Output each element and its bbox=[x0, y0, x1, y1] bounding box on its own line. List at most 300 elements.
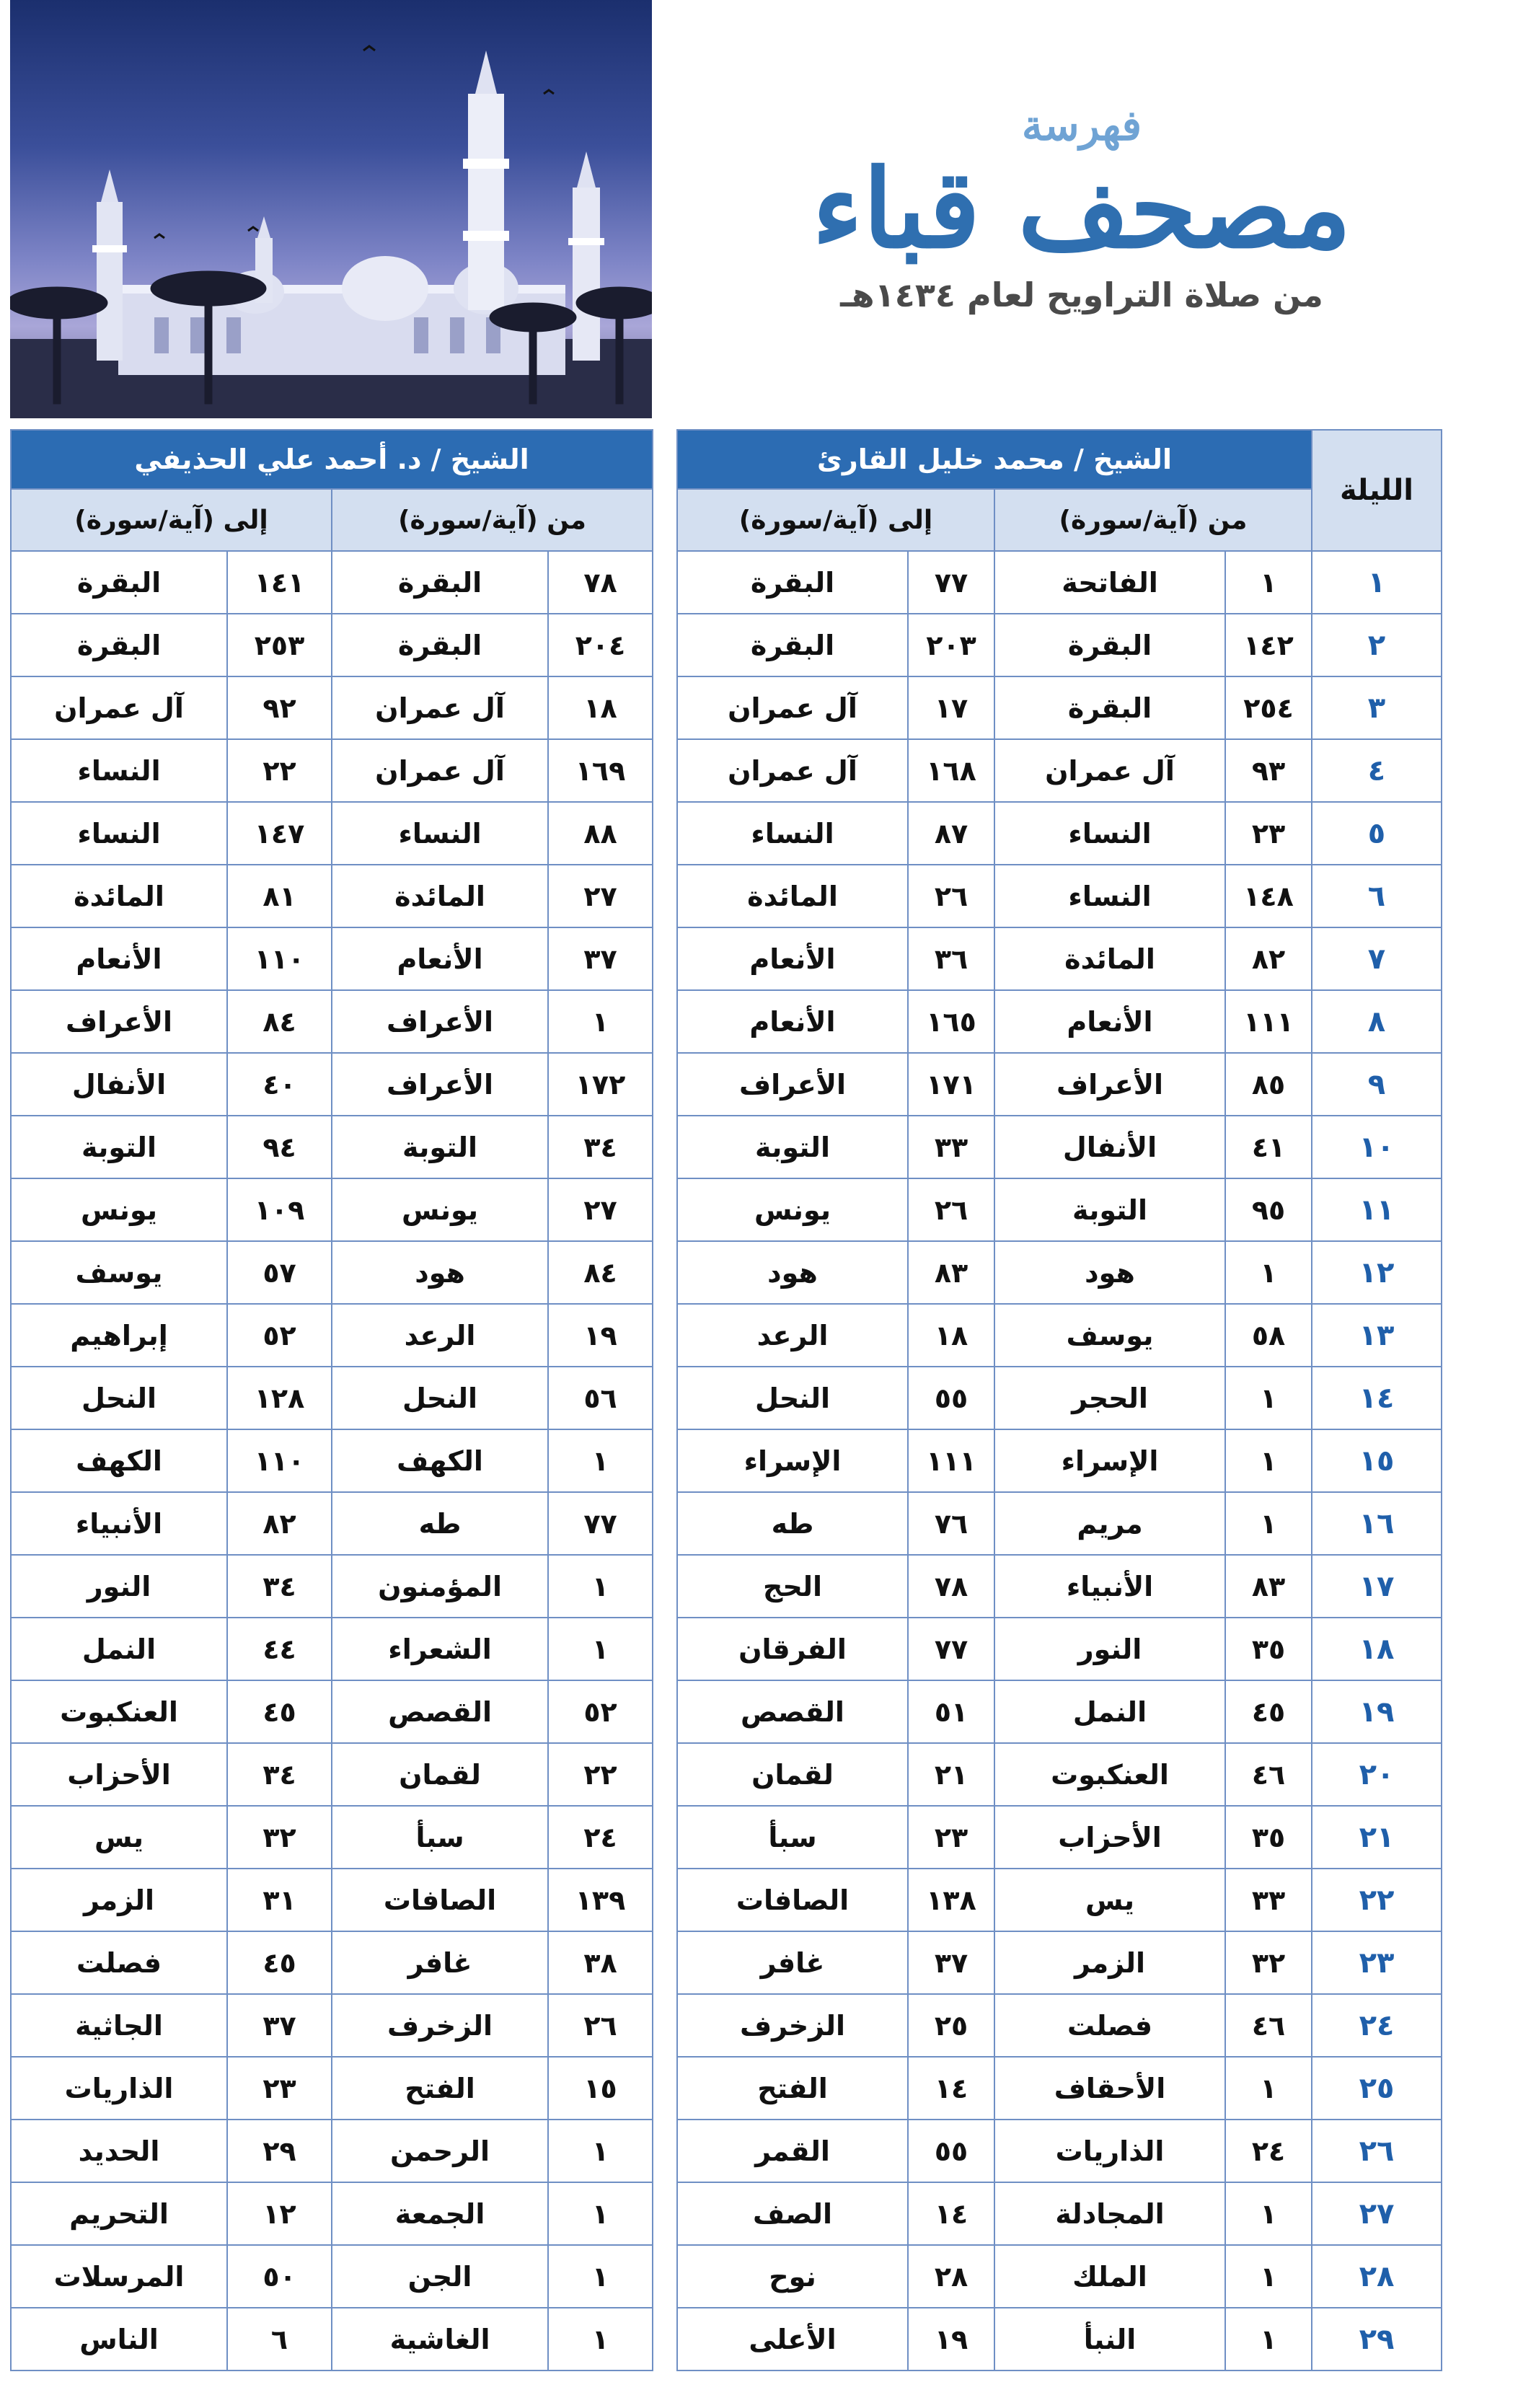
from-ayah: ١ bbox=[548, 1429, 653, 1492]
from-ayah: ٤١ bbox=[1225, 1116, 1312, 1178]
to-surah: طه bbox=[677, 1492, 908, 1555]
from-surah: الصافات bbox=[332, 1869, 548, 1931]
from-ayah: ١ bbox=[1225, 1367, 1312, 1429]
from-ayah: ٩٥ bbox=[1225, 1178, 1312, 1241]
from-ayah: ١ bbox=[1225, 551, 1312, 614]
to-surah: لقمان bbox=[677, 1743, 908, 1806]
from-ayah: ٩٣ bbox=[1225, 739, 1312, 802]
table-row bbox=[11, 614, 653, 676]
from-surah: المؤمنون bbox=[332, 1555, 548, 1618]
night-number: ١٧ bbox=[1312, 1555, 1442, 1618]
to-ayah: ١٧ bbox=[908, 676, 994, 739]
qari-to-header: إلى (آية/سورة) bbox=[677, 489, 994, 551]
table-row bbox=[677, 2182, 1442, 2245]
from-ayah: ٢٣ bbox=[1225, 802, 1312, 865]
table-row bbox=[11, 802, 653, 865]
from-ayah: ٢٠٤ bbox=[548, 614, 653, 676]
from-surah: الأنعام bbox=[332, 927, 548, 990]
from-surah: طه bbox=[332, 1492, 548, 1555]
from-ayah: ٥٦ bbox=[548, 1367, 653, 1429]
to-surah: الصافات bbox=[677, 1869, 908, 1931]
night-number: ٢٠ bbox=[1312, 1743, 1442, 1806]
from-ayah: ٨٤ bbox=[548, 1241, 653, 1304]
to-surah: الأحزاب bbox=[11, 1743, 227, 1806]
to-ayah: ٣٢ bbox=[227, 1806, 332, 1869]
hudhaifi-from-header: من (آية/سورة) bbox=[332, 489, 653, 551]
hudhaifi-table-body bbox=[11, 551, 653, 2370]
table-row bbox=[11, 739, 653, 802]
from-ayah: ٨٨ bbox=[548, 802, 653, 865]
to-ayah: ٤٤ bbox=[227, 1618, 332, 1680]
table-row bbox=[677, 1931, 1442, 1994]
from-ayah: ٣٧ bbox=[548, 927, 653, 990]
to-surah: النور bbox=[11, 1555, 227, 1618]
from-ayah: ٣٨ bbox=[548, 1931, 653, 1994]
table-row bbox=[677, 1429, 1442, 1492]
to-ayah: ٣٣ bbox=[908, 1116, 994, 1178]
to-surah: الأعراف bbox=[677, 1053, 908, 1116]
night-header: الليلة bbox=[1312, 430, 1442, 551]
table-row bbox=[11, 1304, 653, 1367]
from-surah: الزمر bbox=[994, 1931, 1225, 1994]
from-surah: فصلت bbox=[994, 1994, 1225, 2057]
table-row bbox=[677, 1367, 1442, 1429]
table-row bbox=[11, 1367, 653, 1429]
table-row bbox=[11, 1680, 653, 1743]
mosque-illustration bbox=[10, 0, 652, 418]
from-surah: الأنفال bbox=[994, 1116, 1225, 1178]
table-row bbox=[677, 1178, 1442, 1241]
to-ayah: ٣٤ bbox=[227, 1555, 332, 1618]
table-row bbox=[677, 1680, 1442, 1743]
to-surah: الذاريات bbox=[11, 2057, 227, 2120]
from-surah: الفاتحة bbox=[994, 551, 1225, 614]
night-number: ٢١ bbox=[1312, 1806, 1442, 1869]
table-row bbox=[677, 1806, 1442, 1869]
to-ayah: ١٢٨ bbox=[227, 1367, 332, 1429]
to-ayah: ٥٠ bbox=[227, 2245, 332, 2308]
to-surah: الفتح bbox=[677, 2057, 908, 2120]
to-ayah: ٢٩ bbox=[227, 2120, 332, 2182]
to-ayah: ٣٤ bbox=[227, 1743, 332, 1806]
from-surah: الإسراء bbox=[994, 1429, 1225, 1492]
from-surah: الرحمن bbox=[332, 2120, 548, 2182]
from-surah: الحجر bbox=[994, 1367, 1225, 1429]
to-surah: البقرة bbox=[11, 614, 227, 676]
table-row bbox=[11, 990, 653, 1053]
to-surah: الحج bbox=[677, 1555, 908, 1618]
from-ayah: ١ bbox=[548, 2245, 653, 2308]
from-ayah: ٨٢ bbox=[1225, 927, 1312, 990]
table-row bbox=[11, 1116, 653, 1178]
to-surah: الإسراء bbox=[677, 1429, 908, 1492]
table-row bbox=[11, 1241, 653, 1304]
to-ayah: ٧٨ bbox=[908, 1555, 994, 1618]
to-ayah: ٥٥ bbox=[908, 2120, 994, 2182]
table-row bbox=[677, 1743, 1442, 1806]
to-ayah: ٢٦ bbox=[908, 865, 994, 927]
to-ayah: ٣٧ bbox=[227, 1994, 332, 2057]
title-small: فهرسة bbox=[1021, 101, 1142, 150]
from-ayah: ٢٤ bbox=[1225, 2120, 1312, 2182]
to-surah: النحل bbox=[11, 1367, 227, 1429]
from-ayah: ١ bbox=[1225, 1241, 1312, 1304]
from-ayah: ٢٦ bbox=[548, 1994, 653, 2057]
from-ayah: ٥٢ bbox=[548, 1680, 653, 1743]
table-row bbox=[11, 1994, 653, 2057]
to-ayah: ١١٠ bbox=[227, 927, 332, 990]
hudhaifi-table bbox=[10, 429, 653, 2371]
from-surah: الأعراف bbox=[332, 990, 548, 1053]
to-ayah: ٤٥ bbox=[227, 1680, 332, 1743]
to-surah: المائدة bbox=[11, 865, 227, 927]
to-surah: البقرة bbox=[677, 614, 908, 676]
from-ayah: ١ bbox=[1225, 2182, 1312, 2245]
from-ayah: ١ bbox=[548, 2182, 653, 2245]
from-surah: هود bbox=[994, 1241, 1225, 1304]
from-surah: مريم bbox=[994, 1492, 1225, 1555]
table-row bbox=[677, 802, 1442, 865]
to-ayah: ٢٦ bbox=[908, 1178, 994, 1241]
from-ayah: ١٤٢ bbox=[1225, 614, 1312, 676]
to-ayah: ٧٧ bbox=[908, 1618, 994, 1680]
night-number: ٢٢ bbox=[1312, 1869, 1442, 1931]
from-surah: هود bbox=[332, 1241, 548, 1304]
from-ayah: ١ bbox=[548, 2308, 653, 2370]
to-ayah: ٤٠ bbox=[227, 1053, 332, 1116]
sheikh-hudhaifi-header: الشيخ / د. أحمد علي الحذيفي bbox=[11, 430, 653, 489]
night-number: ٢٨ bbox=[1312, 2245, 1442, 2308]
from-ayah: ٢٢ bbox=[548, 1743, 653, 1806]
from-ayah: ١ bbox=[548, 990, 653, 1053]
from-ayah: ٣٥ bbox=[1225, 1806, 1312, 1869]
to-ayah: ١٤١ bbox=[227, 551, 332, 614]
to-ayah: ١١٠ bbox=[227, 1429, 332, 1492]
to-surah: يوسف bbox=[11, 1241, 227, 1304]
from-surah: المائدة bbox=[994, 927, 1225, 990]
from-surah: الجمعة bbox=[332, 2182, 548, 2245]
to-ayah: ١٦٥ bbox=[908, 990, 994, 1053]
to-surah: الأنعام bbox=[11, 927, 227, 990]
table-row bbox=[11, 1931, 653, 1994]
from-surah: النور bbox=[994, 1618, 1225, 1680]
from-surah: الكهف bbox=[332, 1429, 548, 1492]
table-row bbox=[677, 990, 1442, 1053]
from-surah: الأنبياء bbox=[994, 1555, 1225, 1618]
from-surah: لقمان bbox=[332, 1743, 548, 1806]
table-row bbox=[677, 2057, 1442, 2120]
to-ayah: ٨٣ bbox=[908, 1241, 994, 1304]
to-surah: البقرة bbox=[11, 551, 227, 614]
from-surah: المائدة bbox=[332, 865, 548, 927]
to-surah: الأنعام bbox=[677, 927, 908, 990]
from-surah: المجادلة bbox=[994, 2182, 1225, 2245]
from-surah: الأعراف bbox=[994, 1053, 1225, 1116]
qari-from-header: من (آية/سورة) bbox=[994, 489, 1312, 551]
to-ayah: ٨٢ bbox=[227, 1492, 332, 1555]
table-row bbox=[11, 2308, 653, 2370]
to-surah: النحل bbox=[677, 1367, 908, 1429]
to-ayah: ٨٤ bbox=[227, 990, 332, 1053]
to-surah: التوبة bbox=[677, 1116, 908, 1178]
to-surah: القمر bbox=[677, 2120, 908, 2182]
title-block bbox=[808, 87, 1356, 389]
table-row bbox=[677, 865, 1442, 927]
to-surah: الزخرف bbox=[677, 1994, 908, 2057]
to-surah: القصص bbox=[677, 1680, 908, 1743]
table-row bbox=[11, 1555, 653, 1618]
from-ayah: ٣٢ bbox=[1225, 1931, 1312, 1994]
to-ayah: ١٤٧ bbox=[227, 802, 332, 865]
from-ayah: ١٦٩ bbox=[548, 739, 653, 802]
title-main: مصحف قباء bbox=[812, 146, 1351, 273]
to-ayah: ٢١ bbox=[908, 1743, 994, 1806]
to-surah: آل عمران bbox=[677, 676, 908, 739]
night-number: ١ bbox=[1312, 551, 1442, 614]
table-row bbox=[11, 1806, 653, 1869]
table-row bbox=[677, 1994, 1442, 2057]
to-surah: النساء bbox=[11, 739, 227, 802]
to-ayah: ٨١ bbox=[227, 865, 332, 927]
from-ayah: ١٧٢ bbox=[548, 1053, 653, 1116]
table-row bbox=[11, 1869, 653, 1931]
to-ayah: ٧٧ bbox=[908, 551, 994, 614]
table-row bbox=[11, 2057, 653, 2120]
from-surah: النحل bbox=[332, 1367, 548, 1429]
from-surah: آل عمران bbox=[332, 739, 548, 802]
to-ayah: ٢٣ bbox=[908, 1806, 994, 1869]
to-surah: يونس bbox=[11, 1178, 227, 1241]
to-ayah: ٣٧ bbox=[908, 1931, 994, 1994]
night-number: ٢٩ bbox=[1312, 2308, 1442, 2370]
from-ayah: ١٩ bbox=[548, 1304, 653, 1367]
from-ayah: ٢٧ bbox=[548, 1178, 653, 1241]
to-ayah: ١٨ bbox=[908, 1304, 994, 1367]
to-ayah: ١٩ bbox=[908, 2308, 994, 2370]
table-row bbox=[11, 927, 653, 990]
from-surah: التوبة bbox=[332, 1116, 548, 1178]
to-ayah: ١٣٨ bbox=[908, 1869, 994, 1931]
to-ayah: ١٦٨ bbox=[908, 739, 994, 802]
from-ayah: ١٨ bbox=[548, 676, 653, 739]
to-ayah: ٥١ bbox=[908, 1680, 994, 1743]
to-ayah: ١٤ bbox=[908, 2182, 994, 2245]
from-surah: البقرة bbox=[332, 551, 548, 614]
from-surah: التوبة bbox=[994, 1178, 1225, 1241]
from-ayah: ٣٥ bbox=[1225, 1618, 1312, 1680]
table-row bbox=[677, 1555, 1442, 1618]
night-number: ٦ bbox=[1312, 865, 1442, 927]
from-ayah: ١ bbox=[1225, 1492, 1312, 1555]
qari-table-body bbox=[677, 551, 1442, 2370]
from-ayah: ٥٨ bbox=[1225, 1304, 1312, 1367]
table-row bbox=[11, 865, 653, 927]
night-number: ١٢ bbox=[1312, 1241, 1442, 1304]
to-surah: النمل bbox=[11, 1618, 227, 1680]
table-row bbox=[11, 1429, 653, 1492]
table-row bbox=[677, 1492, 1442, 1555]
night-number: ٢٥ bbox=[1312, 2057, 1442, 2120]
from-ayah: ٧٨ bbox=[548, 551, 653, 614]
night-number: ٩ bbox=[1312, 1053, 1442, 1116]
qari-table bbox=[676, 429, 1442, 2371]
night-number: ٢٦ bbox=[1312, 2120, 1442, 2182]
from-surah: العنكبوت bbox=[994, 1743, 1225, 1806]
to-surah: يونس bbox=[677, 1178, 908, 1241]
from-ayah: ١ bbox=[548, 1618, 653, 1680]
sheikh-qari-header: الشيخ / محمد خليل القارئ bbox=[677, 430, 1312, 489]
to-surah: العنكبوت bbox=[11, 1680, 227, 1743]
night-number: ١٣ bbox=[1312, 1304, 1442, 1367]
table-row bbox=[677, 614, 1442, 676]
to-surah: الأعراف bbox=[11, 990, 227, 1053]
to-surah: فصلت bbox=[11, 1931, 227, 1994]
to-ayah: ٢٢ bbox=[227, 739, 332, 802]
table-row bbox=[11, 551, 653, 614]
to-surah: الكهف bbox=[11, 1429, 227, 1492]
from-surah: الملك bbox=[994, 2245, 1225, 2308]
to-ayah: ١٤ bbox=[908, 2057, 994, 2120]
night-number: ١٤ bbox=[1312, 1367, 1442, 1429]
to-surah: الأعلى bbox=[677, 2308, 908, 2370]
table-row bbox=[677, 1618, 1442, 1680]
from-surah: الذاريات bbox=[994, 2120, 1225, 2182]
from-surah: غافر bbox=[332, 1931, 548, 1994]
to-ayah: ١٠٩ bbox=[227, 1178, 332, 1241]
night-number: ٢ bbox=[1312, 614, 1442, 676]
to-ayah: ٢٨ bbox=[908, 2245, 994, 2308]
from-surah: القصص bbox=[332, 1680, 548, 1743]
from-surah: يوسف bbox=[994, 1304, 1225, 1367]
from-surah: البقرة bbox=[994, 614, 1225, 676]
to-surah: الأنفال bbox=[11, 1053, 227, 1116]
from-ayah: ٨٥ bbox=[1225, 1053, 1312, 1116]
to-surah: النساء bbox=[677, 802, 908, 865]
to-surah: الفرقان bbox=[677, 1618, 908, 1680]
to-surah: الأنبياء bbox=[11, 1492, 227, 1555]
table-row bbox=[677, 927, 1442, 990]
table-row bbox=[11, 1178, 653, 1241]
table-row bbox=[677, 1116, 1442, 1178]
table-row bbox=[677, 1869, 1442, 1931]
from-ayah: ٢٤ bbox=[548, 1806, 653, 1869]
to-surah: الجاثية bbox=[11, 1994, 227, 2057]
table-row bbox=[677, 551, 1442, 614]
from-ayah: ١١١ bbox=[1225, 990, 1312, 1053]
table-row bbox=[677, 2308, 1442, 2370]
night-number: ٥ bbox=[1312, 802, 1442, 865]
from-surah: يونس bbox=[332, 1178, 548, 1241]
to-ayah: ٣٦ bbox=[908, 927, 994, 990]
night-number: ٨ bbox=[1312, 990, 1442, 1053]
from-surah: الغاشية bbox=[332, 2308, 548, 2370]
to-ayah: ٦ bbox=[227, 2308, 332, 2370]
to-ayah: ٥٥ bbox=[908, 1367, 994, 1429]
to-surah: آل عمران bbox=[677, 739, 908, 802]
night-number: ٤ bbox=[1312, 739, 1442, 802]
from-ayah: ٤٦ bbox=[1225, 1743, 1312, 1806]
table-row bbox=[11, 1618, 653, 1680]
from-surah: الأنعام bbox=[994, 990, 1225, 1053]
night-number: ٧ bbox=[1312, 927, 1442, 990]
from-surah: يس bbox=[994, 1869, 1225, 1931]
hudhaifi-to-header: إلى (آية/سورة) bbox=[11, 489, 332, 551]
from-ayah: ٣٣ bbox=[1225, 1869, 1312, 1931]
night-number: ١٠ bbox=[1312, 1116, 1442, 1178]
from-ayah: ١ bbox=[1225, 2245, 1312, 2308]
night-number: ١٨ bbox=[1312, 1618, 1442, 1680]
to-surah: سبأ bbox=[677, 1806, 908, 1869]
to-surah: الصف bbox=[677, 2182, 908, 2245]
to-surah: الحديد bbox=[11, 2120, 227, 2182]
mosque-photo bbox=[10, 0, 652, 418]
from-ayah: ١٣٩ bbox=[548, 1869, 653, 1931]
from-ayah: ٨٣ bbox=[1225, 1555, 1312, 1618]
from-surah: النساء bbox=[994, 802, 1225, 865]
to-surah: غافر bbox=[677, 1931, 908, 1994]
table-row bbox=[677, 1241, 1442, 1304]
to-ayah: ١١١ bbox=[908, 1429, 994, 1492]
to-ayah: ٩٢ bbox=[227, 676, 332, 739]
night-number: ١٥ bbox=[1312, 1429, 1442, 1492]
to-surah: إبراهيم bbox=[11, 1304, 227, 1367]
from-surah: النمل bbox=[994, 1680, 1225, 1743]
table-row bbox=[677, 1304, 1442, 1367]
from-surah: سبأ bbox=[332, 1806, 548, 1869]
night-number: ١٦ bbox=[1312, 1492, 1442, 1555]
table-row bbox=[11, 2120, 653, 2182]
from-ayah: ١ bbox=[548, 1555, 653, 1618]
to-ayah: ٢٥٣ bbox=[227, 614, 332, 676]
to-surah: الأنعام bbox=[677, 990, 908, 1053]
from-ayah: ٤٦ bbox=[1225, 1994, 1312, 2057]
to-ayah: ٥٢ bbox=[227, 1304, 332, 1367]
table-row bbox=[11, 2182, 653, 2245]
from-ayah: ٣٤ bbox=[548, 1116, 653, 1178]
to-ayah: ٧٦ bbox=[908, 1492, 994, 1555]
from-surah: الأحزاب bbox=[994, 1806, 1225, 1869]
from-surah: الأعراف bbox=[332, 1053, 548, 1116]
from-surah: النبأ bbox=[994, 2308, 1225, 2370]
table-row bbox=[677, 1053, 1442, 1116]
from-ayah: ٧٧ bbox=[548, 1492, 653, 1555]
night-number: ٢٧ bbox=[1312, 2182, 1442, 2245]
from-ayah: ١ bbox=[1225, 2308, 1312, 2370]
to-surah: هود bbox=[677, 1241, 908, 1304]
from-surah: النساء bbox=[994, 865, 1225, 927]
from-ayah: ١ bbox=[1225, 1429, 1312, 1492]
to-ayah: ٤٥ bbox=[227, 1931, 332, 1994]
to-ayah: ٢٥ bbox=[908, 1994, 994, 2057]
to-surah: يس bbox=[11, 1806, 227, 1869]
table-row bbox=[11, 1743, 653, 1806]
table-row bbox=[677, 739, 1442, 802]
table-row bbox=[677, 676, 1442, 739]
to-surah: آل عمران bbox=[11, 676, 227, 739]
to-ayah: ٨٧ bbox=[908, 802, 994, 865]
night-number: ٢٣ bbox=[1312, 1931, 1442, 1994]
from-ayah: ١ bbox=[1225, 2057, 1312, 2120]
to-ayah: ٢٣ bbox=[227, 2057, 332, 2120]
night-number: ٣ bbox=[1312, 676, 1442, 739]
from-surah: الجن bbox=[332, 2245, 548, 2308]
to-surah: الناس bbox=[11, 2308, 227, 2370]
night-number: ١٩ bbox=[1312, 1680, 1442, 1743]
from-surah: الرعد bbox=[332, 1304, 548, 1367]
from-surah: الزخرف bbox=[332, 1994, 548, 2057]
from-ayah: ١٥ bbox=[548, 2057, 653, 2120]
table-row bbox=[11, 2245, 653, 2308]
